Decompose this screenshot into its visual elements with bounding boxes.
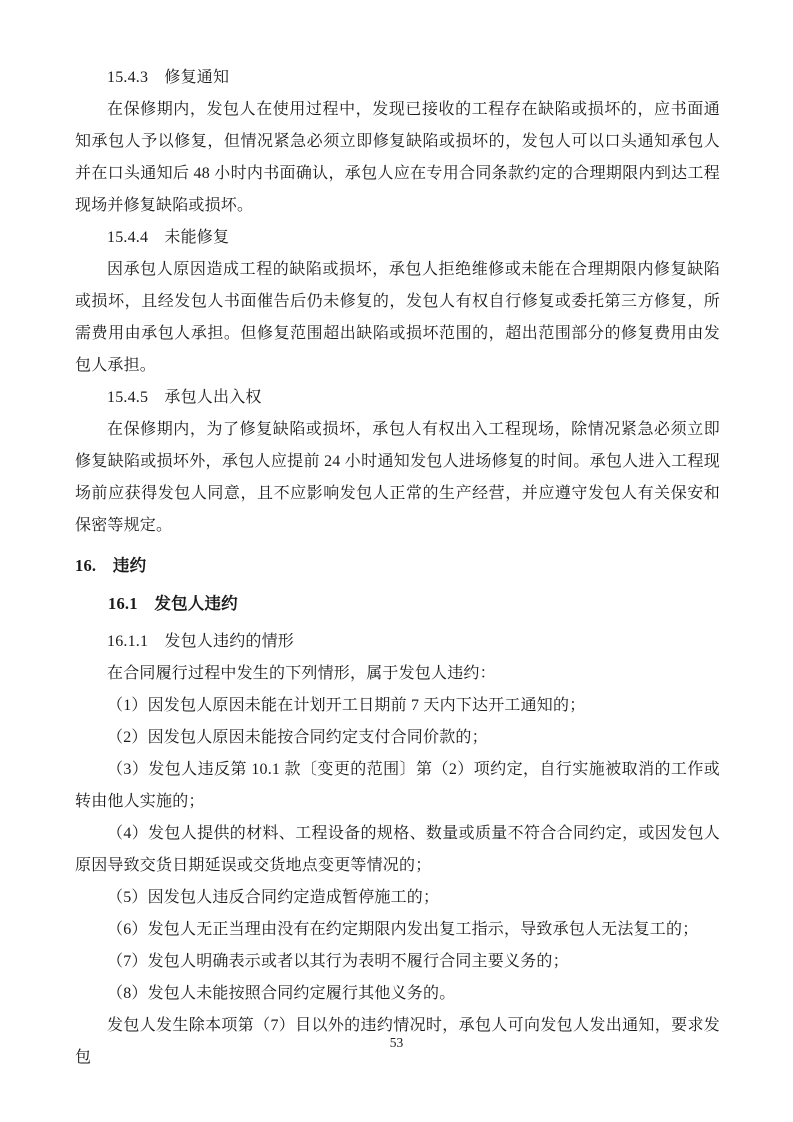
breach-item-7: （7）发包人明确表示或者以其行为表明不履行合同主要义务的； [107,953,569,970]
clause-paragraph-repair-notice: 在保修期内，发包人在使用过程中，发现已接收的工程存在缺陷或损坏的，应书面通知承包人予以修复，但情况紧急必须立即修复缺陷或损坏的，发包人可以口头通知承包人并在口头通知后 48 小时内书面确认，承包人应在专用合同条款约定的合理期限内到达工程现场并修复缺陷或损坏。 [75,101,720,214]
clause-paragraph-contractor-access: 在保修期内，为了修复缺陷或损坏，承包人有权出入工程现场，除情况紧急必须立即修复缺陷或损坏外，承包人应提前 24 小时通知发包人进场修复的时间。承包人进入工程现场前应获得发包人同意，且不应影响发包人正常的生产经营，并应遵守发包人有关保安和保密等规定。 [75,421,720,534]
breach-intro-paragraph: 在合同履行过程中发生的下列情形，属于发包人违约： [107,665,496,682]
breach-item-3: （3）发包人违反第 10.1 款〔变更的范围〕第（2）项约定，自行实施被取消的工作或转由他人实施的； [75,761,720,810]
section-heading-16-1-employer-breach: 16.1 发包人违约 [108,594,238,613]
breach-item-5: （5）因发包人违反合同约定造成暂停施工的； [107,889,440,906]
breach-item-2: （2）因发包人原因未能按合同约定支付合同价款的； [107,729,488,746]
page-footer [0,1034,793,1052]
breach-item-6: （6）发包人无正当理由没有在约定期限内发出复工指示，导致承包人无法复工的； [107,921,699,938]
breach-item-8: （8）发包人未能按照合同约定履行其他义务的。 [107,985,456,1002]
clause-heading-15-4-5: 15.4.5 承包人出入权 [107,389,262,406]
page-number: 53 [389,1035,404,1050]
clause-paragraph-failure-to-repair: 因承包人原因造成工程的缺陷或损坏，承包人拒绝维修或未能在合理期限内修复缺陷或损坏，且经发包人书面催告后仍未修复的，发包人有权自行修复或委托第三方修复，所需费用由承包人承担。但修复范围超出缺陷或损坏范围的，超出范围部分的修复费用由发包人承担。 [75,261,720,374]
clause-heading-15-4-3: 15.4.3 修复通知 [107,69,230,86]
breach-item-4: （4）发包人提供的材料、工程设备的规格、数量或质量不符合合同约定，或因发包人原因导致交货日期延误或交货地点变更等情况的； [75,825,720,874]
page-content [75,62,720,1074]
clause-heading-16-1-1: 16.1.1 发包人违约的情形 [107,633,295,650]
breach-closing-paragraph: 发包人发生除本项第（7）目以外的违约情况时，承包人可向发包人发出通知，要求发包 [75,1017,720,1066]
breach-item-1: （1）因发包人原因未能在计划开工日期前 7 天内下达开工通知的； [107,697,586,714]
clause-heading-15-4-4: 15.4.4 未能修复 [107,229,230,246]
section-heading-16-breach: 16. 违约 [75,556,147,575]
